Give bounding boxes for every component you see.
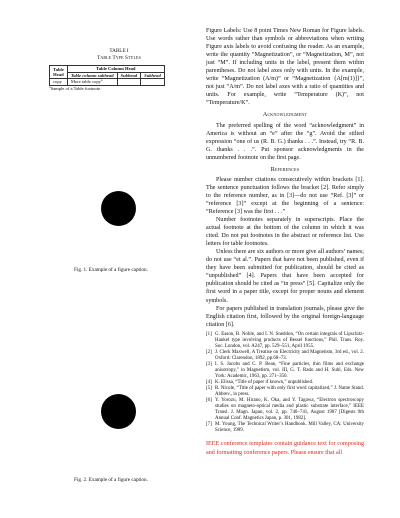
paragraph-references-3: Unless there are six authors or more give all authors’ names; do not use “et al.”. Papers that have not been published, even if they have been submitted for publication, should be cited as “unpublished” [4]. Papers that have been accepted for publication should be cited as “in press” [5]. Capitalize only the first word in a paper title, except for proper nouns and element symbols. bbox=[206, 249, 364, 304]
table-cell: More table copy$^a$ bbox=[67, 79, 117, 86]
reference-number: [7] bbox=[206, 422, 212, 428]
template-guidance-note: IEEE conference templates contain guidance text for composing and formatting conference papers. Please ensure that all bbox=[206, 441, 364, 456]
table-cell-footnote-mark: a bbox=[100, 78, 103, 83]
reference-list bbox=[206, 332, 364, 435]
paragraph-acknowledgment: The preferred spelling of the word “acknowledgment” in America is without an “e” after the “g”. Avoid the stilted expression “one of us (R. B. G.) thanks . . .”. Instead, try “R. B. G. thanks . . .”. Put sponsor acknowledgments in the unnumbered footnote on the first page. bbox=[206, 122, 364, 161]
table-subhead-3: Subhead bbox=[141, 72, 165, 79]
table-caption bbox=[49, 48, 189, 62]
table-head-label-2: Head bbox=[53, 72, 64, 78]
paragraph-references-4: For papers published in translation journals, please give the English citation first, followed by the original foreign-language citation [6]. bbox=[206, 305, 364, 328]
table-cell bbox=[141, 79, 165, 86]
figure-2-caption: Fig. 2. Example of a figure caption. bbox=[74, 477, 148, 483]
table-subhead-1: Table column subhead bbox=[67, 72, 117, 79]
table-head-cell bbox=[50, 66, 68, 79]
table-cell bbox=[117, 79, 141, 86]
table-footnote-mark: a bbox=[49, 85, 51, 89]
reference-text: K. Elissa, “Title of paper if known,” unpublished. bbox=[215, 380, 314, 386]
table-footnote-text: Sample of a Table footnote. bbox=[50, 86, 102, 91]
paragraph-figure-labels: Figure Labels: Use 8 point Times New Roman for Figure labels. Use words rather than symbols or abbreviations when writing Figure axis labels to avoid confusing the reader. As an example, write the quantity “Magnetization”, or “Magnetization, M”, not just “M”. If including units in the label, present them within parentheses. Do not label axes only with units. In the example, write “Magnetization (A/m)” or “Magnetization {A[m(1)]}”, not just “A/m”. Do not label axes with a ratio of quantities and units. For example, write “Temperature (K)”, not “Temperature/K”. bbox=[206, 28, 364, 107]
reference-text: J. Clerk Maxwell, A Treatise on Electricity and Magnetism, 3rd ed., vol. 2. Oxford: Clarendon, 1892, pp.68–73. bbox=[215, 349, 364, 361]
paragraph-references-2: Number footnotes separately in superscripts. Place the actual footnote at the bottom of the column in which it was cited. Do not put footnotes in the abstract or reference list. Use letters for table footnotes. bbox=[206, 217, 364, 248]
table-row bbox=[50, 79, 165, 86]
table-cell: copy bbox=[50, 79, 68, 86]
paragraph-references-1: Please number citations consecutively within brackets [1]. The sentence punctuation follows the bracket [2]. Refer simply to the reference number, as in [3]—do not use “Ref. [3]” or “reference [3]” except at the beginning of a sentence: “Reference [3] was the first . . .” bbox=[206, 176, 364, 215]
reference-item bbox=[206, 332, 364, 350]
reference-number: [1] bbox=[206, 331, 212, 337]
section-heading-acknowledgment: Acknowledgment bbox=[262, 112, 308, 119]
reference-number: [2] bbox=[206, 349, 212, 355]
reference-number: [6] bbox=[206, 398, 212, 404]
figure-1-caption: Fig. 1. Example of a figure caption. bbox=[74, 267, 148, 273]
reference-item bbox=[206, 398, 364, 422]
section-heading-references: References bbox=[270, 166, 300, 173]
table-subhead-2: Subhead bbox=[117, 72, 141, 79]
reference-number: [3] bbox=[206, 361, 212, 367]
reference-text: M. Young, The Technical Writer’s Handbook. Mill Valley, CA: University Science, 1989. bbox=[215, 422, 364, 434]
sample-table bbox=[49, 65, 165, 86]
reference-text: Y. Yorozu, M. Hirano, K. Oka, and Y. Tagawa, “Electron spectroscopy studies on magneto-optical media and plastic substrate interface,” IEEE Transl. J. Magn. Japan, vol. 2, pp. 740–741, August 1987 [Digests 9th Annual Conf. Magnetics Japan, p. 301, 1982]. bbox=[215, 398, 364, 422]
reference-number: [4] bbox=[206, 380, 212, 386]
table-caption-number: TABLE I bbox=[109, 48, 129, 54]
reference-item bbox=[206, 386, 364, 398]
reference-text: I. S. Jacobs and C. P. Bean, “Fine particles, thin films and exchange anisotropy,” in Magnetism, vol. III, G. T. Rado and H. Suhl, Eds. New York: Academic, 1963, pp. 271–350. bbox=[215, 361, 364, 380]
table-footnote bbox=[49, 86, 101, 92]
figure-2-image bbox=[101, 394, 136, 429]
table-column-head: Table Column Head bbox=[67, 66, 164, 73]
table-caption-title: Table Type Styles bbox=[97, 55, 141, 61]
reference-item bbox=[206, 350, 364, 362]
right-column bbox=[206, 27, 364, 457]
reference-number: [5] bbox=[206, 386, 212, 392]
figure-1-image bbox=[101, 191, 136, 226]
reference-text: R. Nicole, “Title of paper with only first word capitalized,” J. Name Stand. Abbrev., in press. bbox=[215, 386, 364, 398]
reference-text: G. Eason, B. Noble, and I. N. Sneddon, “On certain integrals of Lipschitz-Hankel type involving products of Bessel functions,” Phil. Trans. Roy. Soc. London, vol. A247, pp. 529–551, April 1955. bbox=[215, 331, 364, 349]
reference-item bbox=[206, 422, 364, 434]
table-head-label: Table bbox=[53, 66, 64, 72]
reference-item bbox=[206, 362, 364, 380]
